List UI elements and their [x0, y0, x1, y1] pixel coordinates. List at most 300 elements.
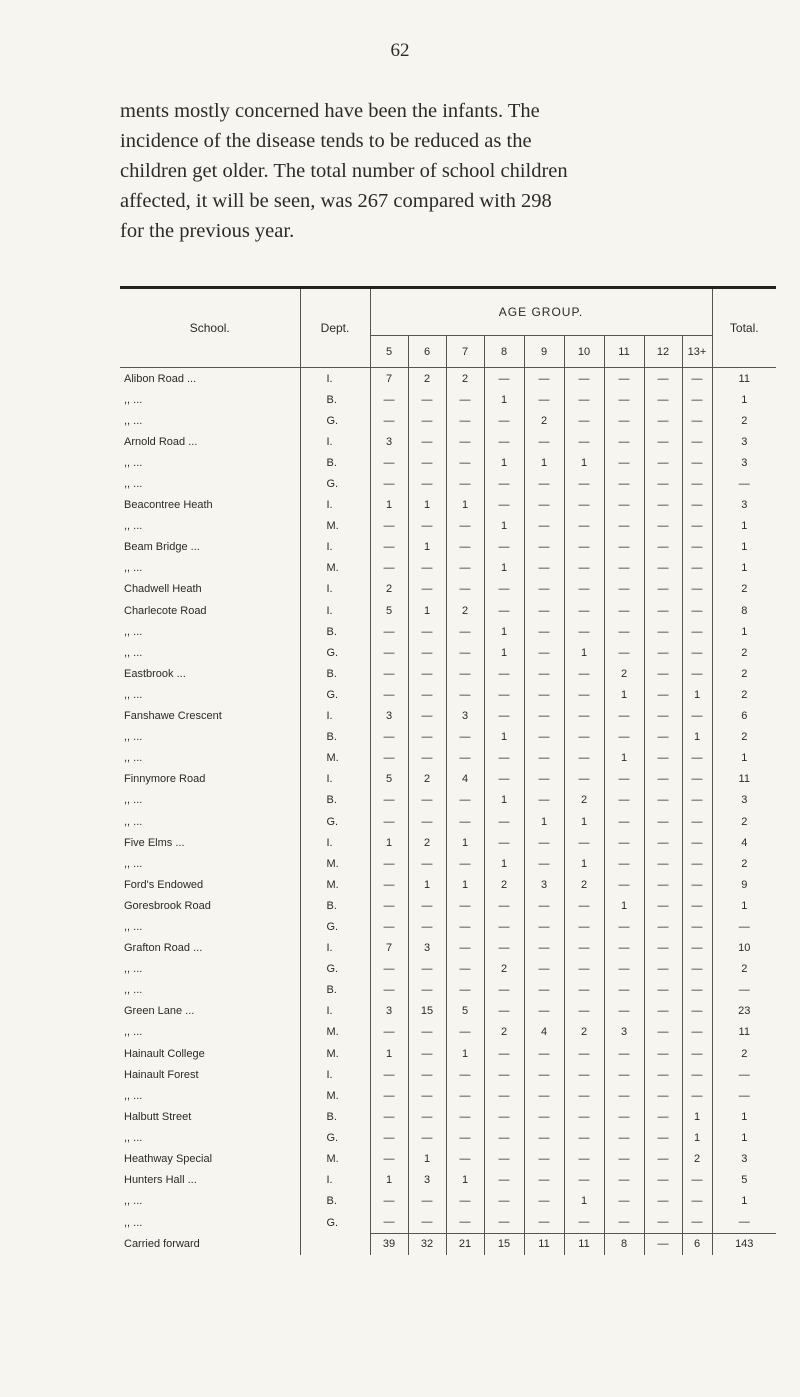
dept-code: B. — [300, 389, 370, 410]
age-count-cell: — — [484, 368, 524, 390]
age-count-cell: — — [644, 1148, 682, 1169]
paragraph-line: for the previous year. — [120, 220, 295, 242]
age-count-cell: — — [370, 537, 408, 558]
age-count-cell: — — [524, 938, 564, 959]
table-row — [120, 1064, 776, 1085]
age-column-header: 8 — [484, 336, 524, 368]
age-count-cell: 3 — [446, 706, 484, 727]
table-row — [120, 959, 776, 980]
age-count-cell: — — [564, 1064, 604, 1085]
age-count-cell: — — [370, 642, 408, 663]
age-count-cell: — — [682, 1001, 712, 1022]
carried-forward-label: Carried forward — [124, 1238, 200, 1251]
age-count-cell: — — [524, 959, 564, 980]
dept-code: I. — [300, 537, 370, 558]
age-count-cell: — — [484, 895, 524, 916]
age-count-cell: — — [644, 389, 682, 410]
dept-code: I. — [300, 431, 370, 452]
age-count-cell: — — [484, 1001, 524, 1022]
age-count-cell: — — [604, 410, 644, 431]
age-count-cell: 1 — [524, 811, 564, 832]
age-count-cell: — — [644, 663, 682, 684]
carried-forward-cell: 11 — [564, 1233, 604, 1255]
age-count-cell: — — [604, 495, 644, 516]
age-count-cell: 1 — [408, 537, 446, 558]
age-count-cell: — — [524, 389, 564, 410]
age-count-cell: — — [604, 579, 644, 600]
dept-code: M. — [300, 1043, 370, 1064]
age-count-cell: — — [682, 1191, 712, 1212]
age-count-cell: — — [564, 1001, 604, 1022]
age-column-header: 13+ — [682, 336, 712, 368]
age-count-cell: 1 — [370, 1170, 408, 1191]
age-count-cell: — — [682, 790, 712, 811]
table-row — [120, 1170, 776, 1191]
age-count-cell: — — [370, 1148, 408, 1169]
school-name: ,, ... — [124, 963, 143, 976]
table-row — [120, 663, 776, 684]
row-total: 11 — [712, 769, 776, 790]
age-count-cell: — — [604, 790, 644, 811]
table-row — [120, 579, 776, 600]
age-count-cell: 4 — [524, 1022, 564, 1043]
age-count-cell: 1 — [524, 452, 564, 473]
age-count-cell: 1 — [484, 558, 524, 579]
row-total: — — [712, 1085, 776, 1106]
age-count-cell: — — [682, 1212, 712, 1234]
age-count-cell: 2 — [446, 600, 484, 621]
age-count-cell: 5 — [446, 1001, 484, 1022]
age-count-cell: — — [682, 1043, 712, 1064]
table-row — [120, 410, 776, 431]
age-count-cell: — — [408, 790, 446, 811]
age-count-cell: — — [408, 389, 446, 410]
age-count-cell: — — [682, 621, 712, 642]
age-column-header: 7 — [446, 336, 484, 368]
age-count-cell: — — [524, 706, 564, 727]
age-count-cell: — — [682, 959, 712, 980]
age-count-cell: — — [604, 706, 644, 727]
table-row — [120, 769, 776, 790]
age-count-cell: — — [370, 790, 408, 811]
dept-code: B. — [300, 980, 370, 1001]
age-count-cell: — — [370, 895, 408, 916]
age-count-cell: — — [564, 537, 604, 558]
age-count-cell: — — [644, 959, 682, 980]
table-row — [120, 642, 776, 663]
school-name: Goresbrook Road — [124, 899, 211, 912]
age-count-cell: — — [370, 452, 408, 473]
age-count-cell: 1 — [484, 790, 524, 811]
age-count-cell: — — [524, 663, 564, 684]
age-count-cell: — — [682, 895, 712, 916]
age-count-cell: — — [682, 1022, 712, 1043]
age-count-cell: — — [682, 980, 712, 1001]
age-count-cell: — — [682, 874, 712, 895]
age-count-cell: — — [604, 1085, 644, 1106]
carried-forward-dept-blank — [300, 1233, 370, 1255]
age-count-cell: — — [408, 980, 446, 1001]
age-count-cell: 3 — [604, 1022, 644, 1043]
age-count-cell: — — [604, 769, 644, 790]
age-count-cell: 3 — [370, 706, 408, 727]
school-name: Beam Bridge ... — [124, 541, 200, 554]
age-count-cell: — — [408, 853, 446, 874]
age-count-cell: — — [604, 1170, 644, 1191]
age-count-cell: — — [484, 748, 524, 769]
age-count-cell: — — [564, 663, 604, 684]
age-count-cell: — — [682, 431, 712, 452]
age-count-cell: — — [564, 473, 604, 494]
table-row — [120, 832, 776, 853]
age-count-cell: — — [370, 1191, 408, 1212]
dept-code: G. — [300, 811, 370, 832]
age-count-cell: — — [370, 663, 408, 684]
age-count-cell: — — [408, 642, 446, 663]
age-count-cell: — — [644, 495, 682, 516]
age-count-cell: — — [446, 579, 484, 600]
age-count-cell: — — [564, 495, 604, 516]
age-count-cell: 5 — [370, 769, 408, 790]
age-count-cell: — — [564, 431, 604, 452]
age-count-cell: — — [524, 1170, 564, 1191]
dept-code: M. — [300, 516, 370, 537]
table-row — [120, 389, 776, 410]
age-count-cell: — — [564, 368, 604, 390]
age-count-cell: — — [564, 1212, 604, 1234]
age-count-cell: — — [370, 748, 408, 769]
age-count-cell: 1 — [564, 642, 604, 663]
school-name: ,, ... — [124, 815, 143, 828]
age-count-cell: — — [446, 663, 484, 684]
age-count-cell: — — [564, 959, 604, 980]
age-count-cell: — — [604, 1191, 644, 1212]
dept-code: I. — [300, 495, 370, 516]
dept-code: G. — [300, 959, 370, 980]
age-count-cell: — — [524, 431, 564, 452]
row-total: 2 — [712, 853, 776, 874]
age-count-cell: — — [484, 473, 524, 494]
age-count-cell: — — [644, 1043, 682, 1064]
dept-code: B. — [300, 621, 370, 642]
carried-forward-cell: 6 — [682, 1233, 712, 1255]
age-count-cell: — — [564, 621, 604, 642]
age-count-cell: — — [446, 853, 484, 874]
header-total: Total. — [712, 288, 776, 368]
row-total: 1 — [712, 895, 776, 916]
row-total: 2 — [712, 727, 776, 748]
age-count-cell: — — [408, 959, 446, 980]
dept-code: I. — [300, 938, 370, 959]
age-count-cell: 1 — [682, 1127, 712, 1148]
school-name: ,, ... — [124, 1195, 143, 1208]
dept-code: M. — [300, 748, 370, 769]
dept-code: I. — [300, 1064, 370, 1085]
age-count-cell: 2 — [484, 959, 524, 980]
table-row — [120, 874, 776, 895]
age-count-cell: — — [446, 916, 484, 937]
age-count-cell: — — [564, 895, 604, 916]
table-row — [120, 684, 776, 705]
age-count-cell: — — [682, 473, 712, 494]
age-count-cell: — — [484, 600, 524, 621]
age-count-cell: — — [484, 495, 524, 516]
row-total: — — [712, 980, 776, 1001]
age-count-cell: — — [484, 537, 524, 558]
age-count-cell: — — [564, 832, 604, 853]
school-name: ,, ... — [124, 456, 143, 469]
age-count-cell: — — [446, 452, 484, 473]
age-count-cell: 1 — [484, 621, 524, 642]
age-count-cell: — — [524, 516, 564, 537]
table-row — [120, 1191, 776, 1212]
table-row — [120, 980, 776, 1001]
age-count-cell: — — [604, 389, 644, 410]
age-count-cell: — — [564, 684, 604, 705]
age-count-cell: — — [604, 368, 644, 390]
age-count-cell: — — [682, 600, 712, 621]
age-count-cell: 1 — [564, 452, 604, 473]
table-row — [120, 1001, 776, 1022]
age-count-cell: — — [446, 811, 484, 832]
age-count-cell: 1 — [682, 684, 712, 705]
age-count-cell: 1 — [446, 1170, 484, 1191]
dept-code: G. — [300, 473, 370, 494]
age-count-cell: — — [446, 621, 484, 642]
row-total: — — [712, 1212, 776, 1234]
age-count-cell: — — [644, 1191, 682, 1212]
age-count-cell: — — [682, 368, 712, 390]
age-count-cell: — — [446, 537, 484, 558]
age-count-cell: — — [644, 1170, 682, 1191]
age-count-cell: 1 — [446, 832, 484, 853]
age-count-cell: — — [370, 874, 408, 895]
age-count-cell: 2 — [408, 769, 446, 790]
row-total: 1 — [712, 1191, 776, 1212]
age-count-cell: — — [524, 1085, 564, 1106]
table-row — [120, 727, 776, 748]
row-total: 3 — [712, 452, 776, 473]
age-count-cell: — — [408, 684, 446, 705]
age-column-header: 5 — [370, 336, 408, 368]
age-count-cell: — — [408, 473, 446, 494]
age-count-cell: 1 — [446, 495, 484, 516]
dept-code: M. — [300, 874, 370, 895]
age-count-cell: — — [564, 558, 604, 579]
age-count-cell: — — [484, 684, 524, 705]
age-count-cell: — — [408, 748, 446, 769]
age-count-cell: — — [484, 938, 524, 959]
table-row — [120, 748, 776, 769]
age-count-cell: — — [484, 410, 524, 431]
school-name: ,, ... — [124, 393, 143, 406]
age-count-cell: — — [564, 600, 604, 621]
age-count-cell: — — [408, 1022, 446, 1043]
age-count-cell: — — [446, 516, 484, 537]
age-count-cell: — — [682, 938, 712, 959]
age-count-cell: — — [408, 1064, 446, 1085]
row-total: 3 — [712, 431, 776, 452]
age-count-cell: — — [446, 558, 484, 579]
table-row — [120, 895, 776, 916]
age-count-cell: — — [408, 1212, 446, 1234]
age-count-cell: — — [524, 1212, 564, 1234]
age-count-cell: — — [484, 1106, 524, 1127]
age-count-cell: — — [408, 1106, 446, 1127]
header-dept: Dept. — [300, 288, 370, 368]
age-count-cell: — — [644, 410, 682, 431]
age-count-cell: — — [408, 727, 446, 748]
age-count-cell: — — [682, 832, 712, 853]
age-count-cell: — — [644, 621, 682, 642]
table-row — [120, 1148, 776, 1169]
age-count-cell: 1 — [484, 452, 524, 473]
row-total: — — [712, 1064, 776, 1085]
row-total: 10 — [712, 938, 776, 959]
age-count-cell: 1 — [484, 853, 524, 874]
age-count-cell: — — [484, 663, 524, 684]
carried-forward-cell: 21 — [446, 1233, 484, 1255]
header-school: School. — [120, 288, 300, 368]
age-count-cell: — — [408, 811, 446, 832]
age-count-cell: — — [682, 853, 712, 874]
age-count-cell: — — [484, 706, 524, 727]
age-count-cell: — — [644, 600, 682, 621]
school-name: Arnold Road ... — [124, 435, 198, 448]
age-count-cell: — — [644, 537, 682, 558]
row-total: 2 — [712, 1043, 776, 1064]
table-row — [120, 853, 776, 874]
age-count-cell: — — [604, 516, 644, 537]
age-count-cell: — — [524, 790, 564, 811]
age-count-cell: 1 — [484, 389, 524, 410]
school-name: ,, ... — [124, 562, 143, 575]
age-count-cell: — — [524, 1001, 564, 1022]
age-count-cell: — — [644, 980, 682, 1001]
age-count-cell: 1 — [484, 642, 524, 663]
age-count-cell: — — [446, 1085, 484, 1106]
row-total: 11 — [712, 368, 776, 390]
dept-code: G. — [300, 642, 370, 663]
table-row — [120, 431, 776, 452]
age-count-cell: — — [564, 389, 604, 410]
carried-forward-cell: 39 — [370, 1233, 408, 1255]
age-count-cell: — — [446, 1106, 484, 1127]
school-name: ,, ... — [124, 478, 143, 491]
age-group-table — [120, 286, 776, 1255]
table-row — [120, 621, 776, 642]
age-count-cell: 2 — [564, 790, 604, 811]
age-count-cell: 1 — [408, 600, 446, 621]
table-row — [120, 790, 776, 811]
age-count-cell: — — [446, 959, 484, 980]
age-count-cell: — — [644, 452, 682, 473]
age-column-header: 9 — [524, 336, 564, 368]
school-name: Ford's Endowed — [124, 878, 204, 891]
age-count-cell: — — [644, 706, 682, 727]
age-count-cell: — — [524, 495, 564, 516]
age-count-cell: — — [644, 1212, 682, 1234]
age-count-cell: — — [682, 769, 712, 790]
age-count-cell: — — [524, 1043, 564, 1064]
dept-code: I. — [300, 368, 370, 390]
table-row — [120, 516, 776, 537]
school-name: ,, ... — [124, 646, 143, 659]
age-count-cell: — — [644, 832, 682, 853]
age-count-cell: — — [564, 748, 604, 769]
row-total: 1 — [712, 558, 776, 579]
age-count-cell: — — [604, 959, 644, 980]
age-count-cell: — — [370, 1064, 408, 1085]
row-total: — — [712, 916, 776, 937]
age-count-cell: — — [484, 1064, 524, 1085]
row-total: 5 — [712, 1170, 776, 1191]
age-count-cell: — — [682, 558, 712, 579]
school-name: ,, ... — [124, 688, 143, 701]
age-count-cell: — — [408, 558, 446, 579]
age-count-cell: — — [682, 642, 712, 663]
carried-forward-cell: — — [644, 1233, 682, 1255]
age-count-cell: — — [408, 621, 446, 642]
table-row — [120, 1043, 776, 1064]
age-count-cell: 1 — [604, 684, 644, 705]
age-count-cell: — — [564, 1148, 604, 1169]
age-count-cell: — — [564, 1106, 604, 1127]
age-count-cell: — — [644, 1001, 682, 1022]
age-count-cell: — — [644, 748, 682, 769]
age-count-cell: — — [564, 769, 604, 790]
age-count-cell: — — [446, 895, 484, 916]
carried-forward-row — [120, 1233, 776, 1255]
row-total: 1 — [712, 1127, 776, 1148]
age-column-header: 12 — [644, 336, 682, 368]
age-count-cell: — — [564, 579, 604, 600]
table-row — [120, 706, 776, 727]
age-count-cell: — — [604, 1043, 644, 1064]
age-count-cell: — — [644, 895, 682, 916]
age-count-cell: — — [682, 663, 712, 684]
age-count-cell: 2 — [446, 368, 484, 390]
age-count-cell: — — [644, 727, 682, 748]
age-count-cell: — — [484, 811, 524, 832]
age-count-cell: — — [524, 1064, 564, 1085]
age-count-cell: 1 — [564, 811, 604, 832]
table-row — [120, 495, 776, 516]
age-count-cell: 15 — [408, 1001, 446, 1022]
age-count-cell: — — [564, 938, 604, 959]
age-count-cell: 5 — [370, 600, 408, 621]
age-count-cell: 7 — [370, 938, 408, 959]
age-count-cell: — — [446, 748, 484, 769]
age-count-cell: — — [484, 980, 524, 1001]
age-count-cell: — — [484, 832, 524, 853]
row-total: 1 — [712, 537, 776, 558]
age-count-cell: 1 — [446, 874, 484, 895]
age-count-cell: — — [644, 874, 682, 895]
age-count-cell: 2 — [564, 874, 604, 895]
age-count-cell: — — [484, 431, 524, 452]
age-count-cell: — — [524, 368, 564, 390]
age-count-cell: — — [682, 811, 712, 832]
age-column-header: 10 — [564, 336, 604, 368]
school-name: ,, ... — [124, 794, 143, 807]
age-count-cell: 2 — [564, 1022, 604, 1043]
dept-code: M. — [300, 1022, 370, 1043]
school-name: ,, ... — [124, 920, 143, 933]
school-name: Chadwell Heath — [124, 583, 202, 596]
age-count-cell: — — [604, 537, 644, 558]
age-count-cell: — — [604, 938, 644, 959]
